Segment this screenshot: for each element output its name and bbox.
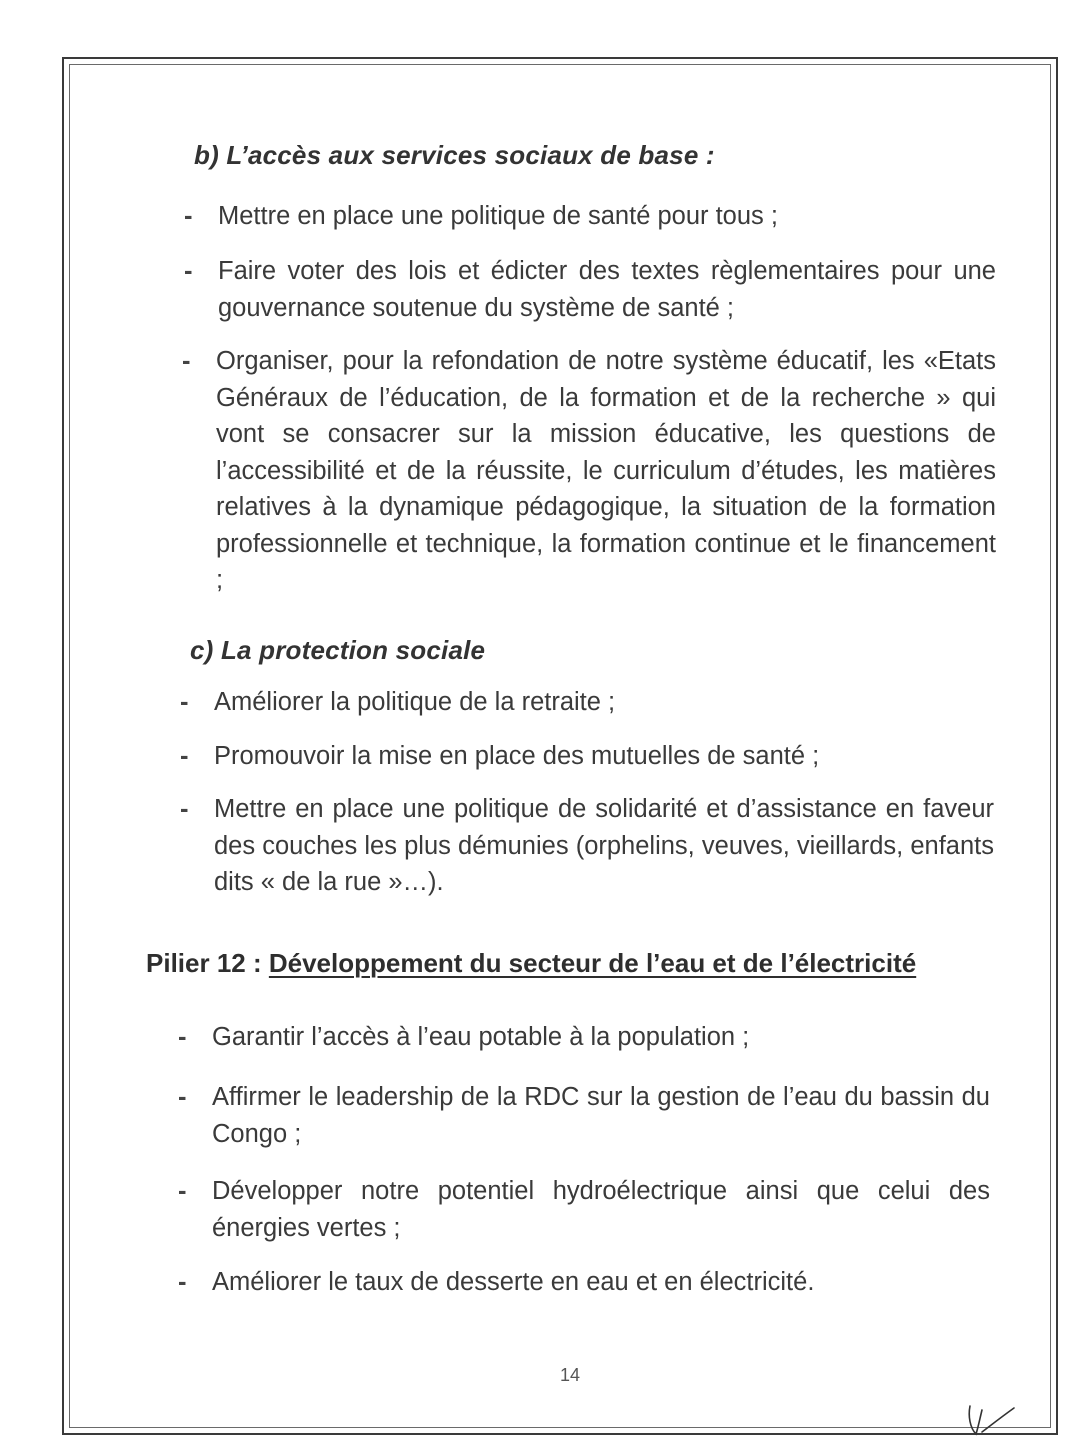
list-item-text: Faire voter des lois et édicter des textes règlementaires pour une gouvernance soutenue du système de santé ; <box>218 257 996 322</box>
pillar-heading <box>146 948 916 979</box>
pillar-label: Pilier 12 : <box>146 948 262 978</box>
list-item-text: Améliorer le taux de desserte en eau et en électricité. <box>212 1268 815 1296</box>
list-item <box>180 791 994 901</box>
bullet-dash: - <box>178 1268 187 1296</box>
section-b-heading: b) L’accès aux services sociaux de base : <box>194 140 715 170</box>
list-item-text: Garantir l’accès à l’eau potable à la population ; <box>212 1023 750 1051</box>
bullet-dash: - <box>182 347 191 375</box>
bullet-dash: - <box>180 688 189 716</box>
list-item-text: Mettre en place une politique de santé pour tous ; <box>218 202 778 230</box>
list-item-text: Affirmer le leadership de la RDC sur la gestion de l’eau du bassin du Congo ; <box>212 1083 990 1148</box>
bullet-dash: - <box>180 795 189 823</box>
list-item <box>178 1079 990 1152</box>
list-item <box>178 1019 992 1056</box>
list-item-text: Mettre en place une politique de solidarité et d’assistance en faveur des couches les plus démunies (orphelins, veuves, vieillards, enfants dits « de la rue »…). <box>214 795 994 896</box>
pillar-title: Développement du secteur de l’eau et de l’électricité <box>268 948 917 978</box>
list-item-text: Promouvoir la mise en place des mutuelles de santé ; <box>214 742 820 770</box>
bullet-dash: - <box>180 742 189 770</box>
initials-signature <box>960 1398 1030 1440</box>
bullet-dash: - <box>178 1177 187 1205</box>
list-item <box>184 253 996 326</box>
bullet-dash: - <box>184 257 193 285</box>
section-c-heading: c) La protection sociale <box>190 635 486 665</box>
bullet-dash: - <box>178 1023 187 1051</box>
bullet-dash: - <box>178 1083 187 1111</box>
list-item <box>178 1173 990 1246</box>
list-item-text: Organiser, pour la refondation de notre système éducatif, les «Etats Généraux de l’éducation, de la formation et de la recherche » qui vont se consacrer sur la mission éducative, les questions de l’accessibilité et de la réussite, le curriculum d’études, les matières relatives à la dynamique pédagogique, la situation de la formation professionnelle et technique, la formation continue et le financement ; <box>216 347 996 594</box>
list-item <box>180 684 994 721</box>
bullet-dash: - <box>184 202 193 230</box>
list-item <box>180 738 994 775</box>
list-item <box>184 198 996 235</box>
list-item-text: Développer notre potentiel hydroélectrique ainsi que celui des énergies vertes ; <box>212 1177 990 1242</box>
page-number: 14 <box>559 1365 581 1385</box>
list-item <box>178 1264 990 1301</box>
list-item-text: Améliorer la politique de la retraite ; <box>214 688 616 716</box>
list-item <box>182 343 996 599</box>
